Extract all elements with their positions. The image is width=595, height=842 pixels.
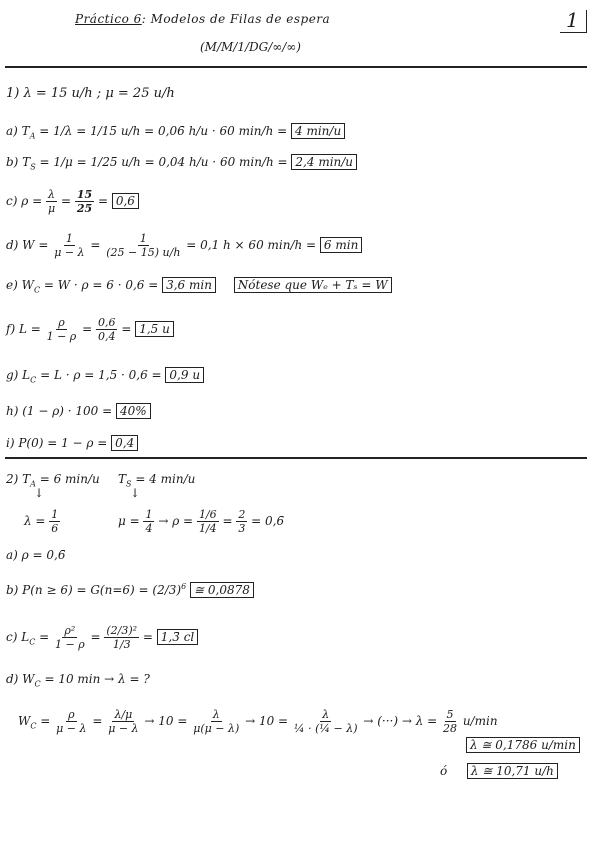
frac-num: 1 xyxy=(51,508,59,521)
s1-ta-result: 4 min/u xyxy=(291,123,345,139)
frac-num: ρ² xyxy=(64,624,76,637)
s2-c-frac2 xyxy=(104,624,139,651)
page-subtitle: (M/M/1/DG/∞/∞) xyxy=(200,40,301,54)
s2-wc-frac3 xyxy=(191,708,241,735)
s1-ta-label: a) T xyxy=(6,124,30,138)
frac-num: 1 xyxy=(139,232,147,245)
s2-c-frac1 xyxy=(53,624,87,651)
page-number-frame xyxy=(560,10,587,33)
frac-den: 1 − ρ xyxy=(55,638,85,651)
s2-lambda-frac xyxy=(49,508,60,535)
s2-ten-1: 10 = xyxy=(158,714,192,728)
frac-num: λ xyxy=(322,708,330,721)
s1-wc-sub: C xyxy=(33,285,41,295)
s2-ta-given xyxy=(6,472,100,488)
frac-num: λ xyxy=(212,708,220,721)
s2-ta-label: 2) T xyxy=(6,472,31,486)
frac-num: 2 xyxy=(238,508,246,521)
s1-ta-sub: A xyxy=(29,131,36,141)
frac-den: 3 xyxy=(238,522,246,535)
s2-result-min xyxy=(466,738,580,752)
frac-den: 28 xyxy=(443,722,457,735)
s2-rho-frac1 xyxy=(197,508,219,535)
s1-lc-result: 0,9 u xyxy=(165,367,204,383)
s2-b-expr: b) P(n ≥ 6) = G(n=6) = (2/3) xyxy=(6,583,182,597)
frac-den: μ(μ − λ) xyxy=(193,722,240,735)
s2-result-box-1: λ ≅ 0,1786 u/min xyxy=(466,737,580,753)
frac-num: 5 xyxy=(446,708,454,721)
s1-rho-frac2 xyxy=(75,188,94,215)
down-arrow-icon: ↓ xyxy=(130,486,141,500)
frac-num: ρ xyxy=(58,316,65,329)
s1-ts-line xyxy=(6,155,357,171)
s2-c-result: 1,3̄ cl xyxy=(157,629,198,645)
frac-den: μ − λ xyxy=(54,246,85,259)
section-divider xyxy=(5,457,587,459)
s1-l-frac2 xyxy=(96,316,118,343)
frac-num: 0,6 xyxy=(97,316,116,329)
s2-lambda-label: λ = xyxy=(24,514,50,528)
s2-ta-sub: A xyxy=(30,479,36,489)
s1-note: Nótese que Wₑ + Tₛ = W xyxy=(234,277,392,293)
s2-a-line: a) ρ = 0,6̄ xyxy=(6,548,66,562)
s2-d-line xyxy=(6,672,150,688)
frac-den: ¼ · (¼ − λ) xyxy=(293,722,358,735)
s2-b-exp: 6 xyxy=(181,582,187,591)
s1-ts-sub: S xyxy=(30,162,36,172)
s1-idle-line xyxy=(6,404,151,418)
frac-den: 1/3 xyxy=(112,638,131,651)
s1-w-label: d) W = xyxy=(6,238,53,252)
frac-den: 1/4 xyxy=(198,522,217,535)
s1-wc-label: e) W xyxy=(6,278,34,292)
s2-dots: (···) xyxy=(377,714,399,728)
frac-num: 15 xyxy=(76,188,93,201)
s1-w-result: 6 min xyxy=(320,237,362,253)
s2-c-sub: C xyxy=(29,637,36,647)
s1-ta-expr: = 1/λ = 1/15 u/h = 0,06̄ h/u · 60 min/h = xyxy=(35,124,291,138)
s1-ts-result: 2,4 min/u xyxy=(291,154,357,170)
s1-ts-label: b) T xyxy=(6,155,31,169)
s1-rho-line: c) ρ = $\frac{\lambda}{\mu}$ = $\frac{15}{25}$ = 0,6 xyxy=(6,188,139,215)
frac-num: λ/μ xyxy=(114,708,133,721)
s2-result-hour xyxy=(440,764,558,778)
s2-wc-derivation: $W_C$ = $\frac{\rho}{\mu - \lambda}$ = $\frac{\lambda/\mu}{\mu - \lambda}$ → 10 = $\frac{\lambda}{\mu(\mu - \lambda)}$ → 10 = $\frac{\lambda}{\text{¼ · (¼ − λ)}}$ → (···) → λ = $\frac{5}{28}$ u/min xyxy=(18,708,498,735)
page-number: 1 xyxy=(566,8,579,32)
s2-d-sub: C xyxy=(34,679,41,689)
frac-num: ρ xyxy=(68,708,75,721)
s1-ta-line xyxy=(6,124,345,140)
frac-num: 1/6 xyxy=(198,508,217,521)
s1-lc-expr: = L · ρ = 1,5 · 0,6 = xyxy=(36,368,166,382)
s2-d-rest: = 10 min → λ = ? xyxy=(40,672,150,686)
frac-num: 1 xyxy=(145,508,153,521)
s1-lc-sub: C xyxy=(30,375,37,385)
s1-lc-label: g) L xyxy=(6,368,31,382)
s2-rho-label: ρ = xyxy=(172,514,197,528)
s2-mu-frac xyxy=(143,508,154,535)
s1-ts-expr: = 1/μ = 1/25 u/h = 0,04 h/u · 60 min/h = xyxy=(35,155,292,169)
s1-w-frac2 xyxy=(104,232,182,259)
frac-den: μ − λ xyxy=(108,722,139,735)
s1-p0-result: 0,4 xyxy=(111,435,138,451)
frac-den: 0,4 xyxy=(97,330,116,343)
s2-d-label: d) W xyxy=(6,672,35,686)
frac-den: μ xyxy=(47,202,56,215)
frac-den: 25 xyxy=(76,202,93,215)
s2-c-line: c) $L_C$ = $\frac{\text{ρ²}}{1 - \rho}$ = $\frac{\text{(2/3)²}}{1/3}$ = 1,3̄ cl xyxy=(6,624,198,651)
s2-ts-label: T xyxy=(118,472,127,486)
header-divider xyxy=(5,66,587,68)
title-rest: : Modelos de Filas de espera xyxy=(141,12,331,26)
s1-wc-result: 3,6 min xyxy=(162,277,216,293)
frac-num: 1 xyxy=(65,232,73,245)
down-arrow-icon: ↓ xyxy=(34,486,45,500)
page-title xyxy=(75,12,330,26)
frac-den: 6 xyxy=(51,522,59,535)
s1-wc-line xyxy=(6,278,392,294)
s2-ta-value: = 6 min/u xyxy=(35,472,100,486)
s2-b-line xyxy=(6,582,254,597)
s2-rho-frac2 xyxy=(236,508,247,535)
s2-wc-frac2 xyxy=(106,708,140,735)
title-prefix: Práctico 6 xyxy=(75,12,142,26)
s1-w-line: d) W = $\frac{1}{\mu - \lambda}$ = $\frac{1}{(25 - 15) u/h}$ = 0,1 h × 60 min/h = 6 min xyxy=(6,232,362,259)
s2-c-label: c) L xyxy=(6,630,30,644)
s2-ten-2: 10 = xyxy=(258,714,292,728)
s2-b-result: ≅ 0,0878 xyxy=(190,582,254,598)
frac-num: λ xyxy=(48,188,56,201)
s2-wc-sub: C xyxy=(30,721,37,731)
s1-w-expr: = 0,1 h × 60 min/h = xyxy=(186,238,320,252)
s1-lc-line xyxy=(6,368,204,384)
s2-lambda-res-label: λ = xyxy=(415,714,441,728)
s2-lambda-res-frac xyxy=(441,708,459,735)
s2-mu: μ = $\frac{1}{4}$ → ρ = $\frac{1/6}{1/4}$ = $\frac{2}{3}$ = 0,6̄ xyxy=(118,508,285,535)
s1-given: 1) λ = 15 u/h ; μ = 25 u/h xyxy=(6,86,175,101)
frac-den: 1 − ρ xyxy=(46,330,77,343)
s2-ts-value: = 4 min/u xyxy=(131,472,196,486)
s2-result-prefix: ó xyxy=(440,764,448,778)
s2-mu-label: μ = xyxy=(118,514,144,528)
s2-ts-sub: S xyxy=(126,479,132,489)
frac-num: (2/3)² xyxy=(106,624,138,637)
s2-wc-label: W xyxy=(18,714,31,728)
frac-den: 4 xyxy=(145,522,153,535)
s1-rho-frac1 xyxy=(46,188,57,215)
s1-p0-expr: i) P(0) = 1 − ρ = xyxy=(6,436,112,450)
s1-idle-result: 40% xyxy=(116,403,151,419)
equals: = xyxy=(35,630,53,644)
s1-idle-expr: h) (1 − ρ) · 100 = xyxy=(6,404,116,418)
s1-w-frac1 xyxy=(52,232,86,259)
s1-l-result: 1,5 u xyxy=(135,321,174,337)
s1-l-label: f) L = xyxy=(6,322,45,336)
s1-l-line: f) L = $\frac{\rho}{1 - \rho}$ = $\frac{0,6}{0,4}$ = 1,5 u xyxy=(6,316,174,343)
s2-wc-frac1 xyxy=(54,708,88,735)
s2-lambda-res-unit: u/min xyxy=(462,714,498,728)
s1-l-frac1 xyxy=(45,316,79,343)
frac-den: μ − λ xyxy=(56,722,87,735)
s1-wc-expr: = W · ρ = 6 · 0,6 = xyxy=(40,278,163,292)
s2-result-box-2: λ ≅ 10,71 u/h xyxy=(467,763,558,779)
s2-rho-end: = 0,6̄ xyxy=(251,514,285,528)
s1-rho-label: c) ρ = xyxy=(6,194,46,208)
s1-rho-result: 0,6 xyxy=(112,193,139,209)
s2-wc-frac4 xyxy=(292,708,360,735)
s2-lambda xyxy=(24,508,60,535)
frac-den: (25 − 15) u/h xyxy=(106,246,181,259)
s1-p0-line xyxy=(6,436,138,450)
